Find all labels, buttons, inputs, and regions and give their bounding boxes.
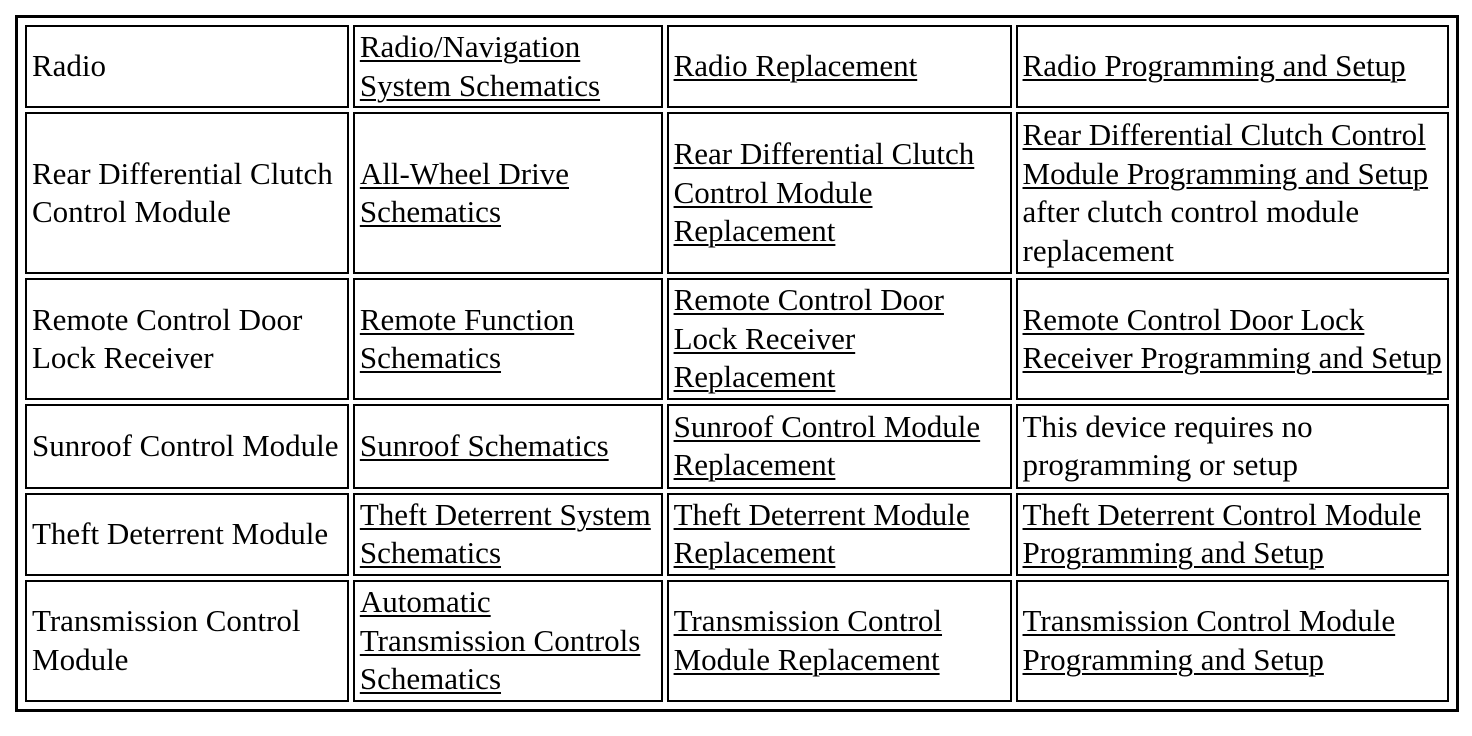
schematics-link[interactable]: Radio/Navigation System Schematics: [359, 29, 601, 103]
replacement-cell: [667, 278, 1012, 400]
schematics-cell: [353, 404, 663, 488]
device-name: Sunroof Control Module: [32, 428, 339, 464]
device-cell: [25, 278, 349, 400]
schematics-cell: [353, 493, 663, 576]
programming-cell: [1016, 278, 1449, 400]
schematics-link[interactable]: Automatic Transmission Controls Schematics: [359, 584, 641, 697]
programming-cell: [1016, 25, 1449, 108]
table-row: [25, 25, 1449, 108]
schematics-link[interactable]: Sunroof Schematics: [359, 428, 609, 464]
device-name: Rear Differential Clutch Control Module: [32, 155, 333, 230]
table-row: [25, 580, 1449, 702]
schematics-link[interactable]: Remote Function Schematics: [359, 301, 575, 376]
replacement-link[interactable]: Rear Differential Clutch Control Module Replacement: [673, 136, 975, 249]
programming-cell: [1016, 493, 1449, 576]
module-reference-table: [21, 21, 1453, 706]
replacement-cell: [667, 493, 1012, 576]
device-name: Theft Deterrent Module: [32, 515, 329, 551]
device-cell: [25, 112, 349, 274]
programming-cell: [1016, 112, 1449, 274]
programming-cell: [1016, 580, 1449, 702]
programming-note: This device requires no programming or setup: [1022, 408, 1313, 483]
module-reference-table-frame: [15, 15, 1459, 712]
replacement-cell: [667, 25, 1012, 108]
programming-cell: [1016, 404, 1449, 488]
replacement-link[interactable]: Remote Control Door Lock Receiver Replacement: [673, 282, 944, 395]
device-cell: [25, 404, 349, 488]
device-cell: [25, 580, 349, 702]
schematics-cell: [353, 25, 663, 108]
programming-note: after clutch control module replacement: [1022, 194, 1360, 268]
programming-link[interactable]: Rear Differential Clutch Control Module Programming and Setup: [1022, 117, 1429, 191]
replacement-link[interactable]: Radio Replacement: [673, 48, 918, 84]
table-row: [25, 112, 1449, 274]
device-cell: [25, 25, 349, 108]
schematics-link[interactable]: Theft Deterrent System Schematics: [359, 496, 651, 571]
replacement-link[interactable]: Transmission Control Module Replacement: [673, 603, 943, 677]
programming-link[interactable]: Radio Programming and Setup: [1022, 48, 1406, 84]
schematics-cell: [353, 580, 663, 702]
programming-link[interactable]: Theft Deterrent Control Module Programming and Setup: [1022, 496, 1422, 571]
replacement-cell: [667, 112, 1012, 274]
replacement-cell: [667, 580, 1012, 702]
schematics-cell: [353, 278, 663, 400]
table-row: [25, 404, 1449, 488]
device-name: Transmission Control Module: [32, 603, 301, 677]
device-name: Remote Control Door Lock Receiver: [32, 301, 303, 376]
replacement-cell: [667, 404, 1012, 488]
programming-link[interactable]: Transmission Control Module Programming and Setup: [1022, 603, 1396, 677]
device-cell: [25, 493, 349, 576]
table-row: [25, 493, 1449, 576]
replacement-link[interactable]: Sunroof Control Module Replacement: [673, 408, 981, 483]
schematics-cell: [353, 112, 663, 274]
schematics-link[interactable]: All-Wheel Drive Schematics: [359, 155, 569, 230]
replacement-link[interactable]: Theft Deterrent Module Replacement: [673, 496, 970, 571]
table-row: [25, 278, 1449, 400]
device-name: Radio: [32, 48, 107, 84]
programming-link[interactable]: Remote Control Door Lock Receiver Programming and Setup: [1022, 301, 1442, 376]
